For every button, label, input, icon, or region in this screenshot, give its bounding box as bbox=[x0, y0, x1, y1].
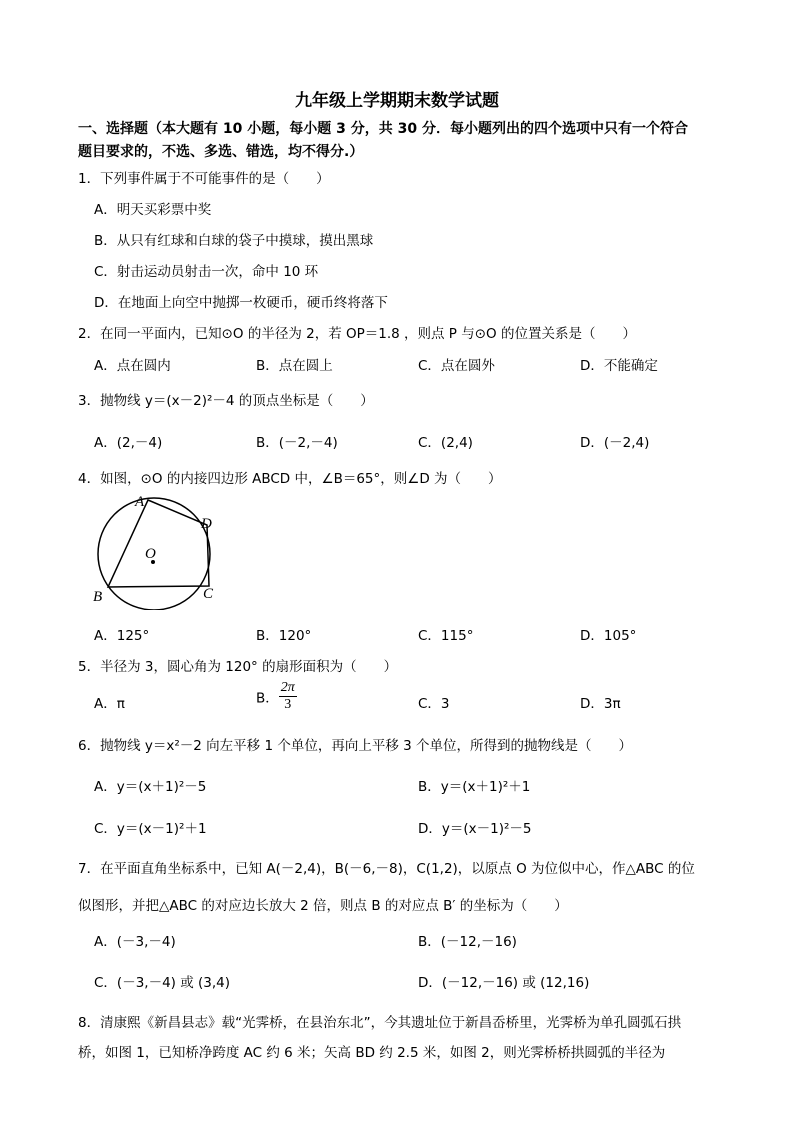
question-3-option-d: D．(－2,4) bbox=[580, 435, 650, 451]
question-3-option-b: B．(－2,－4) bbox=[256, 435, 338, 451]
question-6-option-a: A．y＝(x＋1)²－5 bbox=[94, 779, 207, 795]
question-2-option-b: B．点在圆上 bbox=[256, 358, 333, 374]
question-6-option-c: C．y＝(x－1)²＋1 bbox=[94, 821, 207, 837]
question-6-stem: 6．抛物线 y＝x²－2 向左平移 1 个单位，再向上平移 3 个单位，所得到的抛物线是（ ） bbox=[78, 738, 632, 754]
question-4-option-d: D．105° bbox=[580, 628, 637, 644]
quadrilateral-abcd bbox=[108, 500, 209, 587]
question-7-line1: 7．在平面直角坐标系中，已知 A(－2,4)，B(－6,－8)，C(1,2)，以原点 O 为位似中心，作△ABC 的位 bbox=[78, 861, 695, 877]
section-heading-line1: 一、选择题（本大题有 10 小题，每小题 3 分，共 30 分．每小题列出的四个选项中只有一个符合 bbox=[78, 121, 688, 137]
question-7-option-b: B．(－12,－16) bbox=[418, 934, 517, 950]
question-7-option-a: A．(－3,－4) bbox=[94, 934, 176, 950]
question-3-option-a: A．(2,－4) bbox=[94, 435, 163, 451]
question-2-option-a: A．点在圆内 bbox=[94, 358, 171, 374]
question-2-option-c: C．点在圆外 bbox=[418, 358, 495, 374]
question-3-option-c: C．(2,4) bbox=[418, 435, 473, 451]
question-2-stem: 2．在同一平面内，已知⊙O 的半径为 2，若 OP＝1.8 ，则点 P 与⊙O 的位置关系是（ ） bbox=[78, 326, 636, 342]
label-c: C bbox=[203, 586, 214, 602]
circle-quadrilateral-figure bbox=[88, 490, 228, 610]
question-5-option-b-fraction bbox=[279, 680, 297, 713]
question-1-option-c: C．射击运动员射击一次，命中 10 环 bbox=[94, 264, 319, 280]
question-5-option-b-prefix: B． bbox=[256, 690, 279, 707]
question-1-option-a: A．明天买彩票中奖 bbox=[94, 202, 212, 218]
question-4-stem: 4．如图，⊙O 的内接四边形 ABCD 中，∠B＝65°，则∠D 为（ ） bbox=[78, 471, 502, 487]
question-5-option-d: D．3π bbox=[580, 696, 621, 712]
question-7-line2: 似图形，并把△ABC 的对应边长放大 2 倍，则点 B 的对应点 B′ 的坐标为（ ） bbox=[78, 898, 568, 914]
label-b: B bbox=[93, 589, 103, 605]
question-2-option-d: D．不能确定 bbox=[580, 358, 658, 374]
question-5-option-b bbox=[256, 680, 297, 713]
label-d: D bbox=[201, 516, 212, 532]
question-5-option-c: C．3 bbox=[418, 696, 450, 712]
question-7-option-d: D．(－12,－16) 或 (12,16) bbox=[418, 975, 590, 991]
question-4-option-b: B．120° bbox=[256, 628, 312, 644]
section-heading-line2: 题目要求的，不选、多选、错选，均不得分.） bbox=[78, 144, 364, 160]
question-6-option-d: D．y＝(x－1)²－5 bbox=[418, 821, 532, 837]
question-6-option-b: B．y＝(x＋1)²＋1 bbox=[418, 779, 531, 795]
fraction-numerator: 2π bbox=[280, 680, 295, 695]
question-1-stem: 1．下列事件属于不可能事件的是（ ） bbox=[78, 171, 330, 187]
question-4-option-c: C．115° bbox=[418, 628, 474, 644]
question-8-line2: 桥，如图 1，已知桥净跨度 AC 约 6 米；矢高 BD 约 2.5 米，如图 2，则光霁桥桥拱圆弧的半径为 bbox=[78, 1045, 666, 1061]
question-5-stem: 5．半径为 3，圆心角为 120° 的扇形面积为（ ） bbox=[78, 659, 398, 675]
question-7-option-c: C．(－3,－4) 或 (3,4) bbox=[94, 975, 231, 991]
fraction-denominator: 3 bbox=[284, 697, 292, 712]
label-o: O bbox=[145, 546, 156, 562]
page-title: 九年级上学期期末数学试题 bbox=[295, 91, 499, 111]
question-3-stem: 3．抛物线 y＝(x－2)²－4 的顶点坐标是（ ） bbox=[78, 393, 374, 409]
label-a: A bbox=[135, 494, 145, 510]
question-1-option-d: D．在地面上向空中抛掷一枚硬币，硬币终将落下 bbox=[94, 295, 388, 311]
question-1-option-b: B．从只有红球和白球的袋子中摸球，摸出黑球 bbox=[94, 233, 374, 249]
question-4-option-a: A．125° bbox=[94, 628, 150, 644]
question-5-option-a: A．π bbox=[94, 696, 125, 712]
question-8-line1: 8．清康熙《新昌县志》载“光霁桥，在县治东北”，今其遗址位于新昌岙桥里，光霁桥为单孔圆弧石拱 bbox=[78, 1015, 682, 1031]
